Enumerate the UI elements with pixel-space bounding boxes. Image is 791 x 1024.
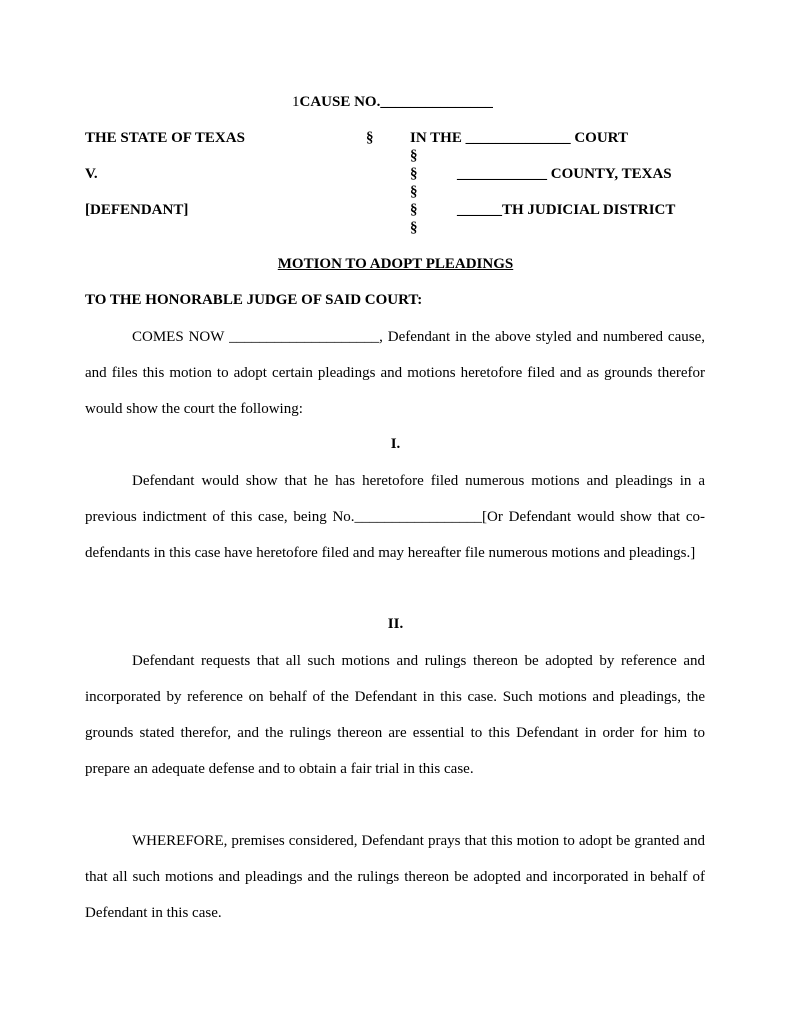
caption-district: ______TH JUDICIAL DISTRICT: [457, 202, 676, 218]
caption-state: THE STATE OF TEXAS: [85, 130, 245, 146]
caption-versus: V.: [85, 166, 98, 182]
cause-number-label: CAUSE NO._______________: [299, 94, 493, 110]
section-symbol: §: [366, 130, 374, 146]
section-symbol: §: [410, 148, 418, 164]
section-symbol: §: [410, 202, 418, 218]
section-symbol: §: [410, 220, 418, 236]
salutation: TO THE HONORABLE JUDGE OF SAID COURT:: [85, 292, 423, 308]
section-heading-1: I.: [390, 436, 401, 452]
paragraph-1: Defendant would show that he has heretofore filed numerous motions and pleadings in a previous indictment of this case, being No._________________[Or Defendant would show that co-defendants in this case have heretofore filed and may hereafter file numerous motions and pleadings.]: [85, 473, 705, 561]
intro-paragraph: COMES NOW ____________________, Defendant in the above styled and numbered cause, and files this motion to adopt certain pleadings and motions heretofore filed and as grounds therefor would show the court the following:: [85, 329, 705, 417]
caption-defendant: [DEFENDANT]: [85, 202, 189, 218]
footnote-marker: 1: [292, 94, 300, 110]
caption-court: IN THE ______________ COURT: [410, 130, 628, 146]
cause-number: [292, 94, 493, 111]
section-symbol: §: [410, 166, 418, 182]
caption-county: ____________ COUNTY, TEXAS: [457, 166, 672, 182]
paragraph-2: Defendant requests that all such motions and rulings thereon be adopted by reference and incorporated by reference on behalf of the Defendant in this case. Such motions and pleadings, the grounds stated therefor, and the rulings thereon are essential to this Defendant in order for him to prepare an adequate defense and to obtain a fair trial in this case.: [85, 653, 705, 777]
prayer-paragraph: WHEREFORE, premises considered, Defendant prays that this motion to adopt be granted and that all such motions and pleadings and the rulings thereon be adopted and incorporated in behalf of Defendant in this case.: [85, 833, 705, 921]
section-heading-2: II.: [387, 616, 404, 632]
section-symbol: §: [410, 184, 418, 200]
document-title: MOTION TO ADOPT PLEADINGS: [277, 256, 514, 272]
